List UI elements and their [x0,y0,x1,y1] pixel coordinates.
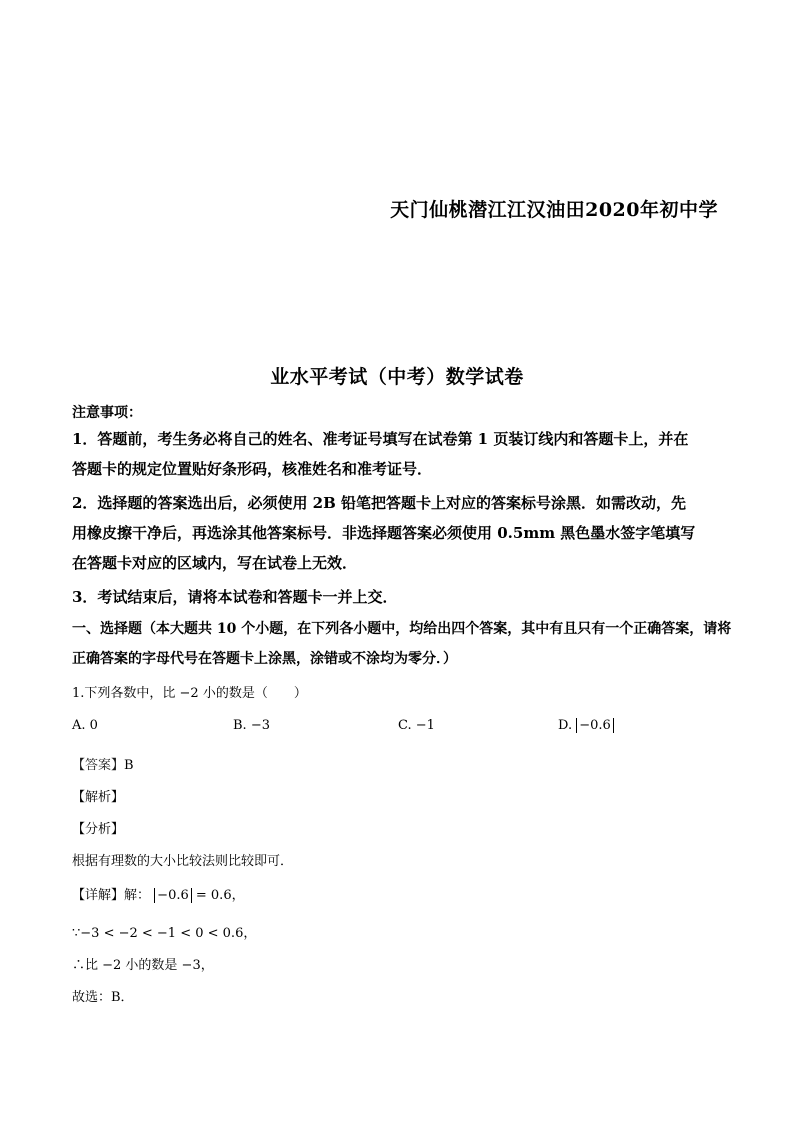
option-d-label: D. [558,718,573,733]
section-1-instructions [72,614,732,674]
fenxi-tag: 【分析】 [72,822,125,837]
notice-item-1-line-2: 答题卡的规定位置贴好条形码，核准姓名和准考证号． [72,460,433,478]
because-line: ∵−3 < −2 < −1 < 0 < 0.6， [72,926,257,941]
option-d-abs-value: −0.6 [576,718,614,733]
detail-rest: = 0.6， [195,888,245,903]
detail-line [72,884,245,903]
answer-line [72,754,134,773]
notice-item-1-line-1: 1．答题前，考生务必将自己的姓名、准考证号填写在试卷第 1 页装订线内和答题卡上，并在 [72,430,689,448]
analysis-tag: 【解析】 [72,790,125,805]
option-a: A. 0 [72,718,98,733]
exam-title-line1: 天门仙桃潜江江汉油田2020年初中学 [390,199,718,221]
notice-item-2-line-3: 在答题卡对应的区域内，写在试卷上无效． [72,554,358,572]
option-d [558,718,614,733]
detail-tag: 【详解】 [72,888,125,903]
notice-item-2-line-1: 2．选择题的答案选出后，必须使用 2B 铅笔把答题卡上对应的答案标号涂黑．如需改动，先 [72,494,687,512]
option-b: B. −3 [233,718,270,733]
notice-item-2 [72,488,724,578]
answer-tag: 【答案】 [72,758,125,773]
notice-heading: 注意事项： [72,405,142,421]
detail-prefix: 解： [124,888,151,903]
answer-value: B [124,758,134,773]
notice-item-1 [72,424,724,484]
therefore-line: ∴比 −2 小的数是 −3， [72,958,214,973]
fenxi-text: 根据有理数的大小比较法则比较即可． [72,854,294,869]
question-1-stem: 1.下列各数中，比 −2 小的数是（ ） [72,686,307,701]
notice-item-2-line-2: 用橡皮擦干净后，再选涂其他答案标号．非选择题答案必须使用 0.5mm 黑色墨水签字笔填写 [72,524,696,542]
exam-title-line2: 业水平考试（中考）数学试卷 [270,366,524,388]
choose-line: 故选：B． [72,990,134,1005]
section-1-line-1: 一、选择题（本大题共 10 个小题，在下列各小题中，均给出四个答案，其中有且只有一个正确答案，请将 [72,621,732,637]
notice-item-3 [72,582,724,612]
notice-item-3-line-1: 3．考试结束后，请将本试卷和答题卡一并上交． [72,588,398,606]
section-1-line-2: 正确答案的字母代号在答题卡上涂黑，涂错或不涂均为零分．） [72,651,457,667]
option-c: C. −1 [398,718,435,733]
detail-abs-value: −0.6 [154,888,192,903]
